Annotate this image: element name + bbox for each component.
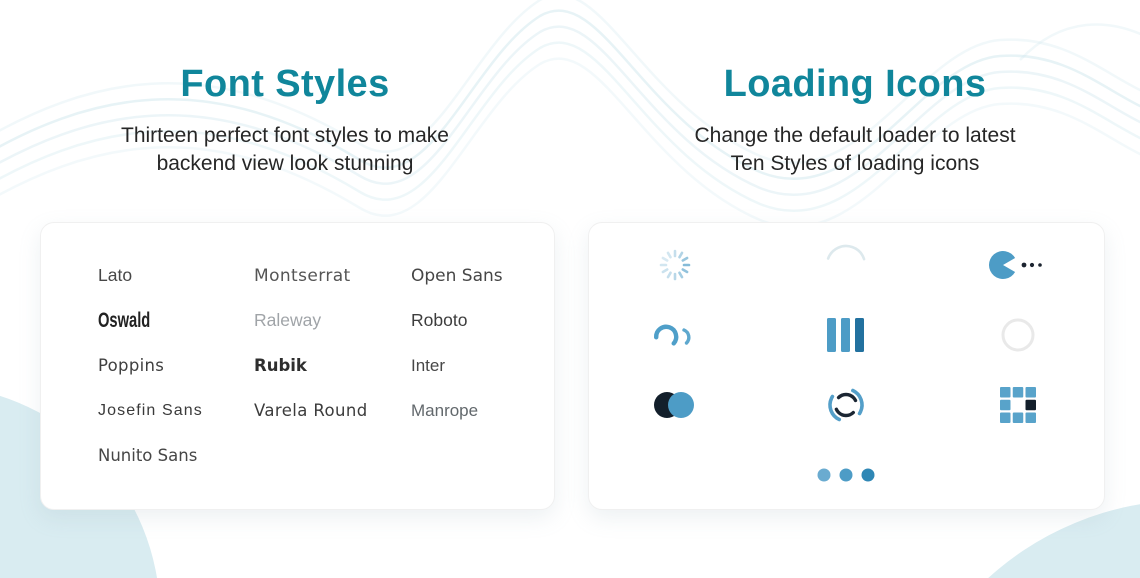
font-item-open-sans: Open Sans xyxy=(411,265,503,286)
fonts-section-title: Font Styles xyxy=(180,63,390,105)
dash-spinner-icon xyxy=(655,245,695,285)
fonts-subtitle-line1: Thirteen perfect font styles to make xyxy=(121,123,449,147)
pacman-loader-icon xyxy=(987,247,1049,283)
fonts-subtitle-line2: backend view look stunning xyxy=(156,151,414,175)
broken-ring-spinner-icon xyxy=(824,383,868,427)
loaders-subtitle-line1: Change the default loader to latest xyxy=(694,123,1016,147)
bottom-right-blob-decoration xyxy=(890,500,1140,578)
loaders-section-title: Loading Icons xyxy=(723,63,987,105)
font-item-raleway: Raleway xyxy=(254,310,322,330)
font-styles-card xyxy=(40,222,555,510)
bars-loader-icon xyxy=(826,315,866,355)
font-item-manrope: Manrope xyxy=(411,400,479,420)
font-list xyxy=(41,223,554,509)
loaders-section-subtitle xyxy=(570,122,1140,178)
font-item-josefin-sans: Josefin Sans xyxy=(98,401,203,419)
font-item-varela-round: Varela Round xyxy=(254,400,368,420)
loaders-section-header xyxy=(570,64,1140,178)
loading-icons-card xyxy=(588,222,1105,510)
loader-icons-grid xyxy=(589,223,1104,509)
font-item-inter: Inter xyxy=(411,355,446,375)
double-arc-spinner-icon xyxy=(650,318,700,352)
font-item-lato: Lato xyxy=(98,265,133,285)
fonts-section-header xyxy=(0,64,570,178)
font-item-poppins: Poppins xyxy=(98,355,165,375)
grid-squares-loader-icon xyxy=(1000,387,1036,423)
font-item-montserrat: Montserrat xyxy=(254,265,351,286)
fonts-section-subtitle xyxy=(0,122,570,178)
arc-spinner-icon xyxy=(822,241,870,289)
loaders-subtitle-line2: Ten Styles of loading icons xyxy=(730,151,980,175)
font-item-rubik: Rubik xyxy=(254,355,307,375)
dots-loader-icon xyxy=(815,466,877,484)
font-item-oswald: Oswald xyxy=(98,308,151,332)
font-item-nunito-sans: Nunito Sans xyxy=(98,445,198,465)
overlapping-circles-loader-icon xyxy=(653,390,697,420)
font-item-roboto: Roboto xyxy=(411,310,468,330)
ring-loader-icon xyxy=(999,316,1037,354)
